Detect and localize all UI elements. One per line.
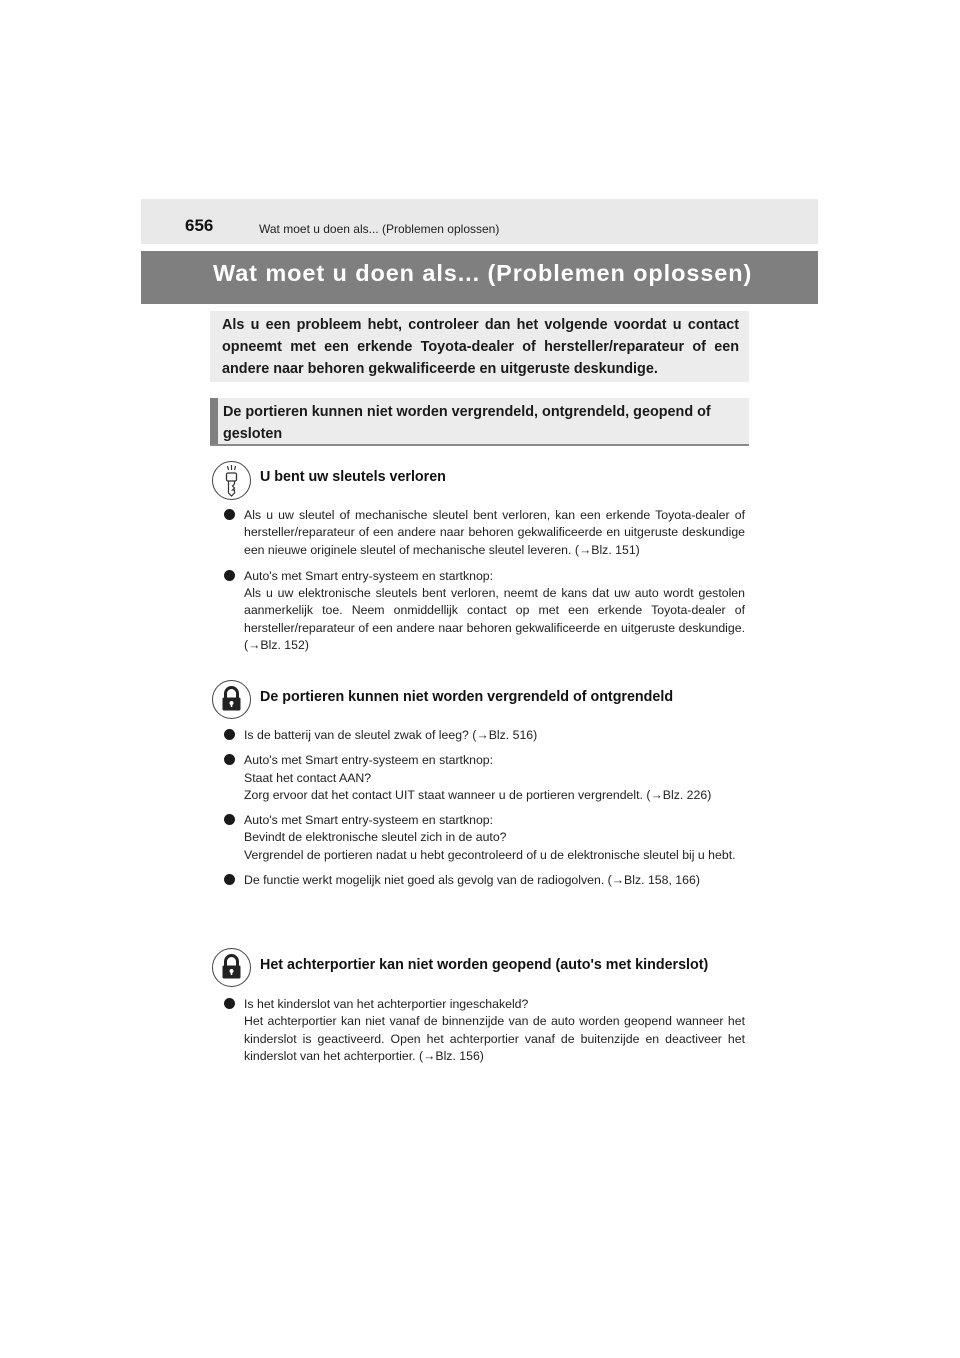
bullet-icon xyxy=(224,729,235,740)
bullet-icon xyxy=(224,874,235,885)
key-icon xyxy=(212,461,251,500)
section-heading-box xyxy=(210,398,749,446)
list-item-text: Is de batterij van de sleutel zwak of leeg? (→Blz. 516) xyxy=(244,728,538,742)
page-number: 656 xyxy=(185,216,214,235)
list-item xyxy=(223,507,745,559)
list-item-text: Als u uw elektronische sleutels bent verloren, neemt de kans dat uw auto wordt gestolen aanmerkelijk toe. Neem onmiddellijk contact op met een erkende Toyota-dealer of hersteller/reparateur of een andere naar behoren gekwalificeerde en uitgeruste deskundige. (→Blz. 152) xyxy=(244,586,745,653)
intro-text: Als u een probleem hebt, controleer dan het volgende voordat u contact opneemt met een erkende Toyota-dealer of hersteller/reparateur of een andere naar behoren gekwalificeerde en uitgeruste deskundige. xyxy=(222,317,739,377)
topic-heading-lost-keys: U bent uw sleutels verloren xyxy=(260,469,446,485)
bullet-icon xyxy=(224,570,235,581)
list-item xyxy=(223,752,745,804)
list-item-text: Het achterportier kan niet vanaf de binnenzijde van de auto worden geopend wanneer het kinderslot is geactiveerd. Open het achterportier vanaf de buitenzijde en deactiveer het kinderslot van het achterportier. (→Blz. 156) xyxy=(244,1014,745,1063)
topic-heading-lock-unlock: De portieren kunnen niet worden vergrendeld of ontgrendeld xyxy=(260,689,674,705)
chapter-title: Wat moet u doen als... (Problemen oplossen) xyxy=(213,260,753,286)
list-item xyxy=(223,568,745,654)
list-item xyxy=(223,812,745,864)
topic-heading-child-lock: Het achterportier kan niet worden geopend (auto's met kinderslot) xyxy=(260,957,709,973)
bullet-icon xyxy=(224,509,235,520)
list-item-text: Auto's met Smart entry-systeem en startknop: xyxy=(244,813,494,828)
padlock-icon xyxy=(212,948,251,987)
list-item-text: Bevindt de elektronische sleutel zich in de auto? xyxy=(244,830,507,845)
section-accent-bar xyxy=(210,398,218,444)
chapter-title-bar xyxy=(141,251,818,304)
running-title: Wat moet u doen als... (Problemen oplossen) xyxy=(259,222,500,236)
list-item xyxy=(223,996,745,1065)
list-item-text: Zorg ervoor dat het contact UIT staat wanneer u de portieren vergrendelt. (→Blz. 226) xyxy=(244,787,712,802)
list-item-text: Als u uw sleutel of mechanische sleutel bent verloren, kan een erkende Toyota-dealer of hersteller/reparateur of een andere naar behoren gekwalificeerde en uitgeruste deskundige een nieuwe originele sleutel of mechanische sleutel leveren. (→Blz. 151) xyxy=(244,508,745,557)
list-item xyxy=(223,872,745,889)
list-item-text: Vergrendel de portieren nadat u hebt gecontroleerd of u de elektronische sleutel bij u hebt. xyxy=(244,847,736,862)
topic-list-lost-keys xyxy=(223,507,745,654)
list-item-text: Auto's met Smart entry-systeem en startknop: xyxy=(244,568,494,583)
topic-list-child-lock xyxy=(223,996,745,1065)
bullet-icon xyxy=(224,814,235,825)
bullet-icon xyxy=(224,998,235,1009)
list-item-text: Staat het contact AAN? xyxy=(244,770,372,785)
list-item-text: De functie werkt mogelijk niet goed als gevolg van de radiogolven. (→Blz. 158, 166) xyxy=(244,873,700,888)
list-item-text: Auto's met Smart entry-systeem en startknop: xyxy=(244,753,494,768)
bullet-icon xyxy=(224,754,235,765)
list-item-text: Is het kinderslot van het achterportier ingeschakeld? xyxy=(244,997,529,1011)
intro-box xyxy=(210,311,749,382)
section-heading: De portieren kunnen niet worden vergrendeld, ontgrendeld, geopend of gesloten xyxy=(223,404,711,442)
topic-list-lock-unlock xyxy=(223,727,745,889)
padlock-icon xyxy=(212,680,251,719)
page-header xyxy=(141,199,818,244)
list-item xyxy=(223,727,745,744)
